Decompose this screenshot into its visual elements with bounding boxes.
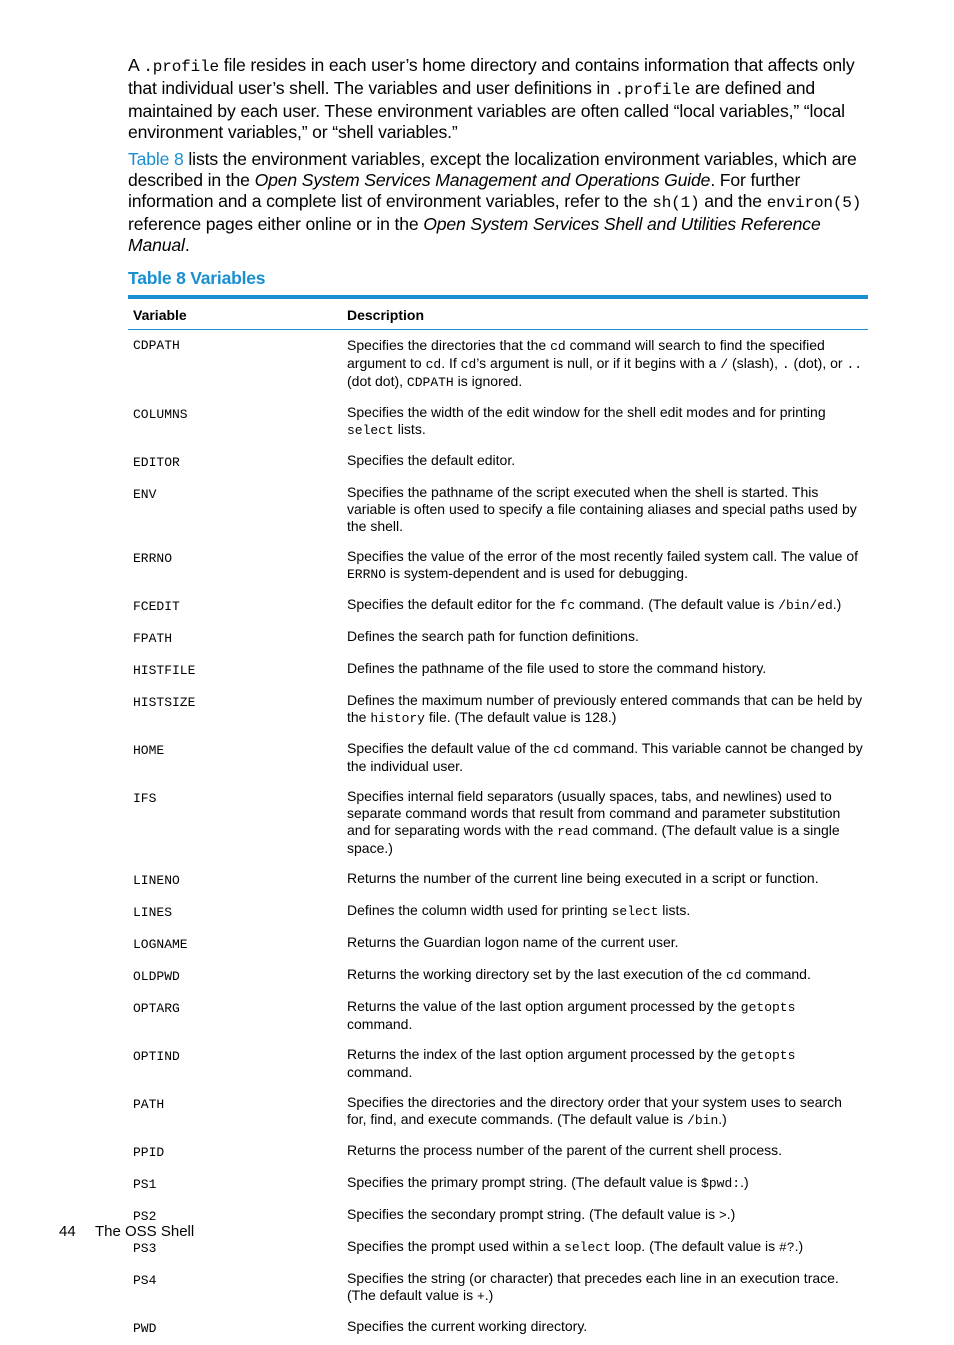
desc-segment: Returns the index of the last option argument processed by the (347, 1046, 741, 1062)
desc-segment: command. (742, 966, 811, 982)
desc-segment: .) (727, 1206, 736, 1222)
variable-description (342, 897, 868, 929)
variable-description (342, 447, 868, 479)
variable-name: IFS (128, 783, 342, 865)
desc-segment: command. (347, 1016, 412, 1032)
desc-segment: getopts (741, 1048, 796, 1063)
variable-name: FPATH (128, 623, 342, 655)
desc-segment: Specifies the secondary prompt string. (The default value is (347, 1206, 719, 1222)
desc-segment: Specifies the pathname of the script executed when the shell is started. This variable is often used to specify a file containing aliases and special paths used by the shell. (347, 484, 857, 534)
variable-name: FCEDIT (128, 591, 342, 623)
desc-segment: + (477, 1289, 485, 1304)
desc-segment: .) (718, 1111, 727, 1127)
table-row (128, 1265, 868, 1313)
desc-segment: .) (740, 1174, 749, 1190)
desc-segment: .) (485, 1287, 494, 1303)
desc-segment: /bin (687, 1113, 718, 1128)
variable-name: PS3 (128, 1233, 342, 1265)
variable-name: ENV (128, 479, 342, 543)
desc-segment: . If (441, 355, 460, 371)
desc-segment: cd (550, 339, 566, 354)
desc-segment: (dot dot), (347, 373, 407, 389)
desc-segment: .) (833, 596, 842, 612)
desc-segment: (dot), or (790, 355, 847, 371)
variable-description (342, 1233, 868, 1265)
table-row (128, 447, 868, 479)
variable-name: PPID (128, 1137, 342, 1169)
desc-segment: command. (The default value is a single space.) (347, 822, 840, 856)
desc-segment: file. (The default value is 128.) (425, 709, 616, 725)
table-row (128, 961, 868, 993)
table-row (128, 623, 868, 655)
variable-description (342, 783, 868, 865)
desc-segment: Returns the value of the last option argument processed by the (347, 998, 741, 1014)
variable-name: OPTARG (128, 993, 342, 1041)
desc-segment: command. (347, 1064, 412, 1080)
desc-segment: history (370, 711, 425, 726)
desc-segment: Specifies the default editor. (347, 452, 515, 468)
text-segment: sh(1) (652, 194, 699, 212)
desc-segment: cd (726, 968, 742, 983)
desc-segment: $pwd: (701, 1176, 740, 1191)
desc-segment: select (612, 904, 659, 919)
variable-description (342, 735, 868, 783)
table-row (128, 687, 868, 735)
desc-segment: fc (559, 598, 575, 613)
text-segment: file resides in each user’s home directory and contains information that affects only that individual user’s shell. The variables and user definitions in (128, 55, 854, 98)
text-segment: .profile (615, 81, 691, 99)
desc-segment: (slash), (728, 355, 782, 371)
variable-description (342, 1201, 868, 1233)
text-segment: .profile (143, 58, 219, 76)
desc-segment: lists. (658, 902, 690, 918)
table-row (128, 929, 868, 961)
variable-name: HISTFILE (128, 655, 342, 687)
page-footer (59, 1222, 194, 1242)
variable-description (342, 1265, 868, 1313)
desc-segment: read (557, 824, 588, 839)
table-row (128, 330, 868, 400)
desc-segment: Specifies the directories and the directory order that your system uses to search for, find, and execute commands. (The default value is (347, 1094, 842, 1127)
desc-segment: Specifies the value of the error of the most recently failed system call. The value of (347, 548, 858, 564)
variable-description (342, 623, 868, 655)
table-row (128, 1201, 868, 1233)
desc-segment: Specifies the primary prompt string. (The default value is (347, 1174, 701, 1190)
desc-segment: .) (795, 1238, 804, 1254)
desc-segment: command. This variable cannot be changed by the individual user. (347, 740, 863, 774)
desc-segment: command. (The default value is (575, 596, 778, 612)
variable-name: LINENO (128, 865, 342, 897)
desc-segment: lists. (394, 421, 426, 437)
variable-description (342, 1313, 868, 1345)
desc-segment: Specifies the default value of the (347, 740, 553, 756)
desc-segment: Specifies the prompt used within a (347, 1238, 564, 1254)
variable-name: HOME (128, 735, 342, 783)
table-row (128, 1137, 868, 1169)
text-segment: Open System Services Management and Operations Guide (255, 170, 711, 190)
desc-segment: .. (846, 357, 862, 372)
variable-description (342, 687, 868, 735)
desc-segment: Returns the process number of the parent of the current shell process. (347, 1142, 782, 1158)
desc-segment: Returns the working directory set by the last execution of the (347, 966, 726, 982)
table-row (128, 1089, 868, 1137)
variable-name: PS1 (128, 1169, 342, 1201)
variable-description (342, 1041, 868, 1089)
variable-name: OPTIND (128, 1041, 342, 1089)
text-segment: reference pages either online or in the (128, 214, 423, 234)
table-row (128, 865, 868, 897)
table-row (128, 1169, 868, 1201)
desc-segment: #? (779, 1240, 795, 1255)
variable-name: ERRNO (128, 543, 342, 591)
table-body (128, 330, 868, 1345)
text-segment: environ(5) (767, 194, 862, 212)
table-caption: Table 8 Variables (128, 267, 868, 289)
variable-description (342, 961, 868, 993)
variable-name: LINES (128, 897, 342, 929)
desc-segment: / (720, 357, 728, 372)
desc-segment: Specifies the directories that the (347, 337, 550, 353)
table-row (128, 1313, 868, 1345)
variable-description (342, 479, 868, 543)
desc-segment: Specifies the string (or character) that precedes each line in an execution trace. (The default value is (347, 1270, 839, 1303)
desc-segment: Specifies internal field separators (usually spaces, tabs, and newlines) used to separate command words that result from command and parameter substitution and for separating words with the (347, 788, 840, 838)
paragraph (128, 149, 868, 256)
table-header-row (128, 297, 868, 330)
desc-segment: Defines the search path for function definitions. (347, 628, 639, 644)
variable-name: CDPATH (128, 330, 342, 400)
desc-segment: > (719, 1208, 727, 1223)
page-number: 44 (59, 1222, 95, 1242)
text-segment: and the (700, 191, 767, 211)
desc-segment: cd (553, 742, 569, 757)
table-row (128, 655, 868, 687)
column-header-variable: Variable (128, 297, 342, 330)
column-header-description: Description (342, 297, 868, 330)
variable-description (342, 929, 868, 961)
paragraph (128, 55, 868, 143)
variables-table (128, 295, 868, 1345)
variable-description (342, 655, 868, 687)
desc-segment: cd (461, 357, 477, 372)
desc-segment: is system-dependent and is used for debugging. (386, 565, 688, 581)
table-row (128, 591, 868, 623)
text-segment: A (128, 55, 143, 75)
desc-segment: Defines the pathname of the file used to store the command history. (347, 660, 766, 676)
variable-description (342, 399, 868, 447)
variable-name: PS2 (128, 1201, 342, 1233)
table-row (128, 479, 868, 543)
desc-segment: select (347, 423, 394, 438)
table-row (128, 1041, 868, 1089)
text-segment: . For further information and a complete list of environment variables, refer to the (128, 170, 800, 211)
desc-segment: loop. (The default value is (611, 1238, 779, 1254)
table-row (128, 543, 868, 591)
table-row (128, 399, 868, 447)
variable-name: COLUMNS (128, 399, 342, 447)
variable-name: EDITOR (128, 447, 342, 479)
desc-segment: . (782, 357, 790, 372)
desc-segment: Specifies the current working directory. (347, 1318, 587, 1334)
variable-description (342, 1089, 868, 1137)
variable-description (342, 543, 868, 591)
desc-segment: ERRNO (347, 567, 386, 582)
table-row (128, 897, 868, 929)
desc-segment: getopts (741, 1000, 796, 1015)
variable-name: OLDPWD (128, 961, 342, 993)
desc-segment: Defines the column width used for printing (347, 902, 612, 918)
desc-segment: Specifies the default editor for the (347, 596, 559, 612)
variable-name: PS4 (128, 1265, 342, 1313)
text-segment: Open System Services Shell and Utilities Reference Manual (128, 214, 821, 255)
desc-segment: Returns the Guardian logon name of the current user. (347, 934, 679, 950)
text-segment: are defined and maintained by each user. These environment variables are often called “local variables,” “local environment variables,” or “shell variables.” (128, 78, 845, 142)
variable-name: HISTSIZE (128, 687, 342, 735)
text-segment: lists the environment variables, except the localization environment variables, which are described in the (128, 149, 857, 190)
desc-segment: CDPATH (407, 375, 454, 390)
variable-description (342, 865, 868, 897)
variable-description (342, 1169, 868, 1201)
desc-segment: select (564, 1240, 611, 1255)
table-row (128, 993, 868, 1041)
body-text (128, 55, 868, 256)
table-row (128, 735, 868, 783)
variable-name: LOGNAME (128, 929, 342, 961)
variable-description (342, 591, 868, 623)
section-title: The OSS Shell (95, 1223, 194, 1240)
variable-description (342, 993, 868, 1041)
variable-description (342, 1137, 868, 1169)
page-content (128, 55, 868, 1345)
desc-segment: /bin/ed (778, 598, 833, 613)
table-row (128, 783, 868, 865)
desc-segment: Specifies the width of the edit window for the shell edit modes and for printing (347, 404, 826, 420)
desc-segment: Defines the maximum number of previously entered commands that can be held by the (347, 692, 862, 725)
desc-segment: is ignored. (454, 373, 522, 389)
desc-segment: ’s argument is null, or if it begins with a (476, 355, 720, 371)
text-segment: . (185, 235, 190, 255)
table-8-link[interactable]: Table 8 (128, 149, 184, 169)
table-row (128, 1233, 868, 1265)
desc-segment: cd (426, 357, 442, 372)
variable-description (342, 330, 868, 400)
desc-segment: command will search to find the specified argument to (347, 337, 825, 371)
variable-name: PATH (128, 1089, 342, 1137)
variable-name: PWD (128, 1313, 342, 1345)
desc-segment: Returns the number of the current line being executed in a script or function. (347, 870, 819, 886)
